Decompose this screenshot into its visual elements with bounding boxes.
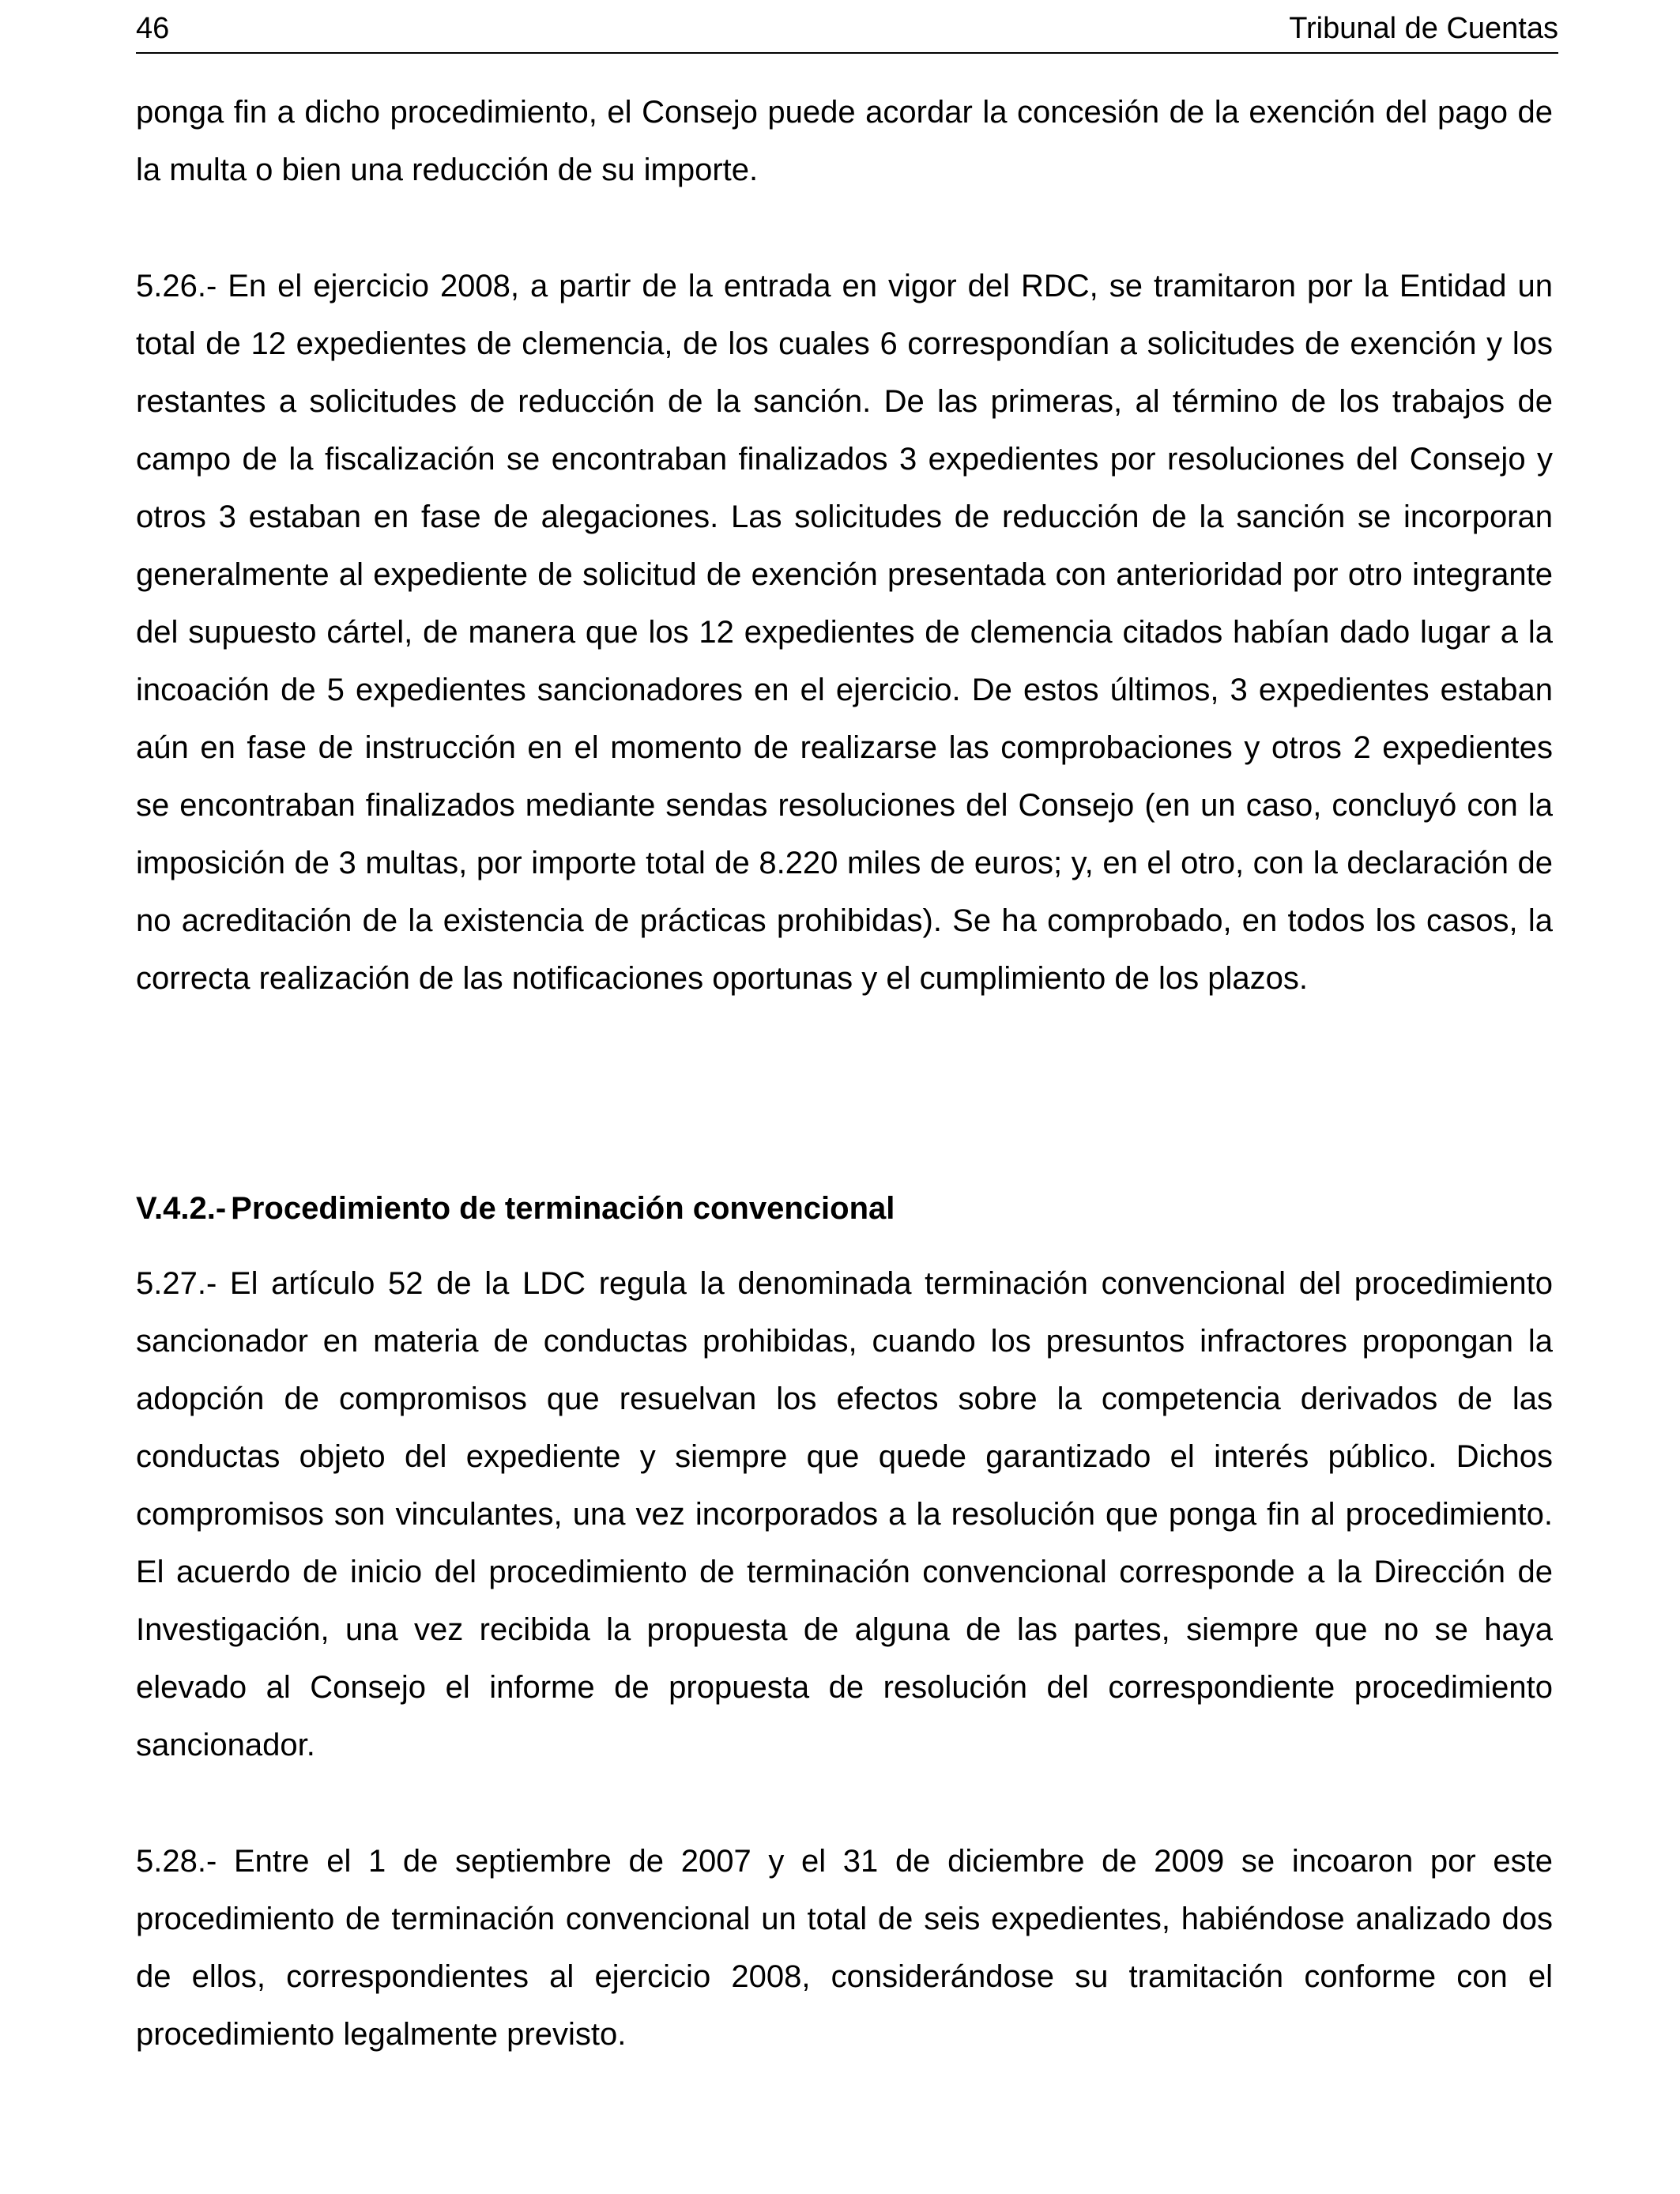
running-title: Tribunal de Cuentas: [1289, 12, 1558, 45]
section-number: V.4.2.-: [136, 1191, 227, 1226]
section-heading: [136, 1180, 1553, 1238]
paragraph-intro: ponga fin a dicho procedimiento, el Consejo puede acordar la concesión de la exención del pago de la multa o bien una reducción de su importe.: [136, 95, 1553, 187]
page-number: 46: [136, 12, 170, 45]
section-title: Procedimiento de terminación convencional: [231, 1191, 895, 1226]
paragraph-5-28: 5.28.- Entre el 1 de septiembre de 2007 y el 31 de diciembre de 2009 se incoaron por este procedimiento de terminación convencional un total de seis expedientes, habiéndose analizado dos de ellos, correspondientes al ejercicio 2008, considerándose su tramitación conforme con el procedimiento legalmente previsto.: [136, 1844, 1553, 2052]
page-header: [136, 0, 1558, 54]
paragraph-5-27: 5.27.- El artículo 52 de la LDC regula la denominada terminación convencional del procedimiento sancionador en materia de conductas prohibidas, cuando los presuntos infractores propongan la adopción de compromisos que resuelvan los efectos sobre la competencia derivados de las conductas objeto del expediente y siempre que quede garantizado el interés público. Dichos compromisos son vinculantes, una vez incorporados a la resolución que ponga fin al procedimiento. El acuerdo de inicio del procedimiento de terminación convencional corresponde a la Dirección de Investigación, una vez recibida la propuesta de alguna de las partes, siempre que no se haya elevado al Consejo el informe de propuesta de resolución del correspondiente procedimiento sancionador.: [136, 1266, 1553, 1762]
paragraph-5-26: 5.26.- En el ejercicio 2008, a partir de la entrada en vigor del RDC, se tramitaron por la Entidad un total de 12 expedientes de clemencia, de los cuales 6 correspondían a solicitudes de exención y los restantes a solicitudes de reducción de la sanción. De las primeras, al término de los trabajos de campo de la fiscalización se encontraban finalizados 3 expedientes por resoluciones del Consejo y otros 3 estaban en fase de alegaciones. Las solicitudes de reducción de la sanción se incorporan generalmente al expediente de solicitud de exención presentada con anterioridad por otro integrante del supuesto cártel, de manera que los 12 expedientes de clemencia citados habían dado lugar a la incoación de 5 expedientes sancionadores en el ejercicio. De estos últimos, 3 expedientes estaban aún en fase de instrucción en el momento de realizarse las comprobaciones y otros 2 expedientes se encontraban finalizados mediante sendas resoluciones del Consejo (en un caso, concluyó con la imposición de 3 multas, por importe total de 8.220 miles de euros; y, en el otro, con la declaración de no acreditación de la existencia de prácticas prohibidas). Se ha comprobado, en todos los casos, la correcta realización de las notificaciones oportunas y el cumplimiento de los plazos.: [136, 269, 1553, 996]
